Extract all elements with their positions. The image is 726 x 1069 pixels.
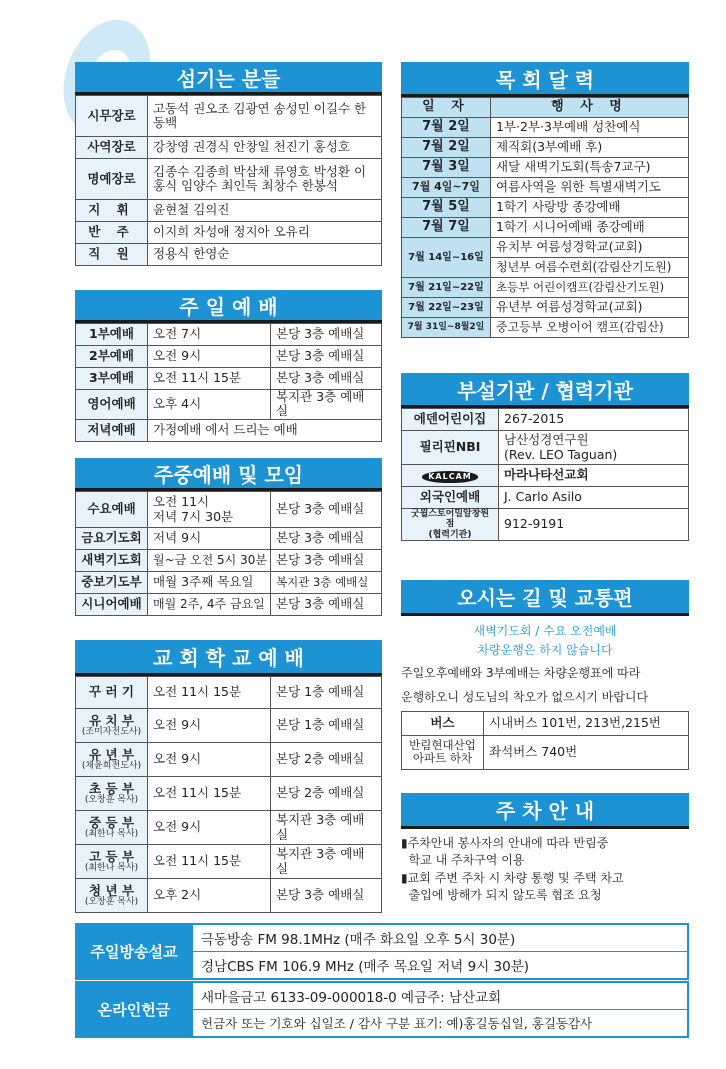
event-date: 7월 22일~23일: [402, 298, 491, 318]
event-name: 유년부 여름성경학교(교회): [491, 298, 689, 318]
offering-line1: 새마을금고 6133-09-000018-0 예금주: 남산교회: [201, 990, 502, 1006]
col-event-header: 행 사 명: [491, 98, 689, 118]
meeting-time: 월~금 오전 5시 30분: [148, 550, 271, 572]
directions-section: [401, 580, 689, 770]
kalcam-logo-cell: [402, 465, 499, 487]
meeting-name: 시니어예배: [76, 594, 148, 616]
affiliates-table: [401, 408, 689, 541]
event-date: 7월 5일: [402, 198, 491, 218]
service-place: 복지관 3층 예배실: [271, 390, 382, 420]
role: 사역장로: [76, 137, 148, 159]
affiliate-value: 남산성경연구원 (Rev. LEO Taguan): [499, 431, 689, 465]
broadcast-line1: 극동방송 FM 98.1MHz (매주 화요일 오후 5시 30분): [201, 932, 516, 948]
affiliates-section: [401, 373, 689, 541]
event-name: 1부·2부·3부예배 성찬예식: [491, 118, 689, 138]
affiliate-value: 마라나타선교회: [499, 465, 689, 487]
event-date: 7월 2일: [402, 118, 491, 138]
dept-teacher: (채윤희전도사): [81, 761, 142, 772]
school-title: 교 회 학 교 예 배: [75, 640, 382, 676]
offering-line2: 헌금자 또는 기호와 십일조 / 감사 구분 표기: 예)홍길동십일, 홍길동감사: [193, 1009, 687, 1036]
service-name: 영어예배: [76, 390, 148, 420]
event-name: 1학기 시니어예배 종강예배: [491, 218, 689, 238]
event-name: 제직회(3부예배 후): [491, 138, 689, 158]
offering-lines: [193, 981, 689, 1038]
bus-table: [401, 711, 689, 770]
meeting-time: 오전 11시 저녁 7시 30분: [148, 492, 271, 528]
names: 김종수 김종희 박삼채 류영호 박성환 이홍식 임양수 최인득 최창수 한봉석: [148, 159, 382, 200]
servers-section: [75, 62, 382, 266]
names: 고동석 권오조 김광연 송성민 이길수 한동백: [148, 96, 382, 137]
dept-label: 꾸 러 기: [89, 684, 134, 700]
names: 강창영 권경식 안창일 천진기 홍성호: [148, 137, 382, 159]
service-name: 2부예배: [76, 346, 148, 368]
role: 직 원: [76, 244, 148, 266]
dept-teacher: (오창훈 목사): [84, 897, 139, 908]
names: 정용식 한영순: [148, 244, 382, 266]
role: 지 휘: [76, 200, 148, 222]
names: 윤현철 김의진: [148, 200, 382, 222]
dept-label: 청 년 부: [89, 882, 134, 898]
dept-place: 복지관 3층 예배실: [271, 845, 382, 879]
affiliate-name: 필리핀NBI: [402, 431, 499, 465]
meeting-time: 매월 3주째 목요일: [148, 572, 271, 594]
service-place: 본당 3층 예배실: [271, 324, 382, 346]
department-name: [76, 879, 148, 913]
event-date: 7월 31일~8월2일: [402, 318, 491, 338]
broadcast-label: 주일방송설교: [75, 923, 193, 980]
col-date-header: 일 자: [402, 98, 491, 118]
event-name: 중고등부 오병이어 캠프(감림산): [491, 318, 689, 338]
service-time: 오전 9시: [148, 346, 271, 368]
department-name: [76, 709, 148, 743]
department-name: [76, 777, 148, 811]
parking-title: 주 차 안 내: [401, 793, 689, 829]
weekday-section: [75, 458, 382, 616]
calendar-table: [401, 97, 689, 338]
meeting-name: 새벽기도회: [76, 550, 148, 572]
department-name: [76, 743, 148, 777]
school-section: [75, 640, 382, 913]
meeting-name: 금요기도회: [76, 528, 148, 550]
event-date: 7월 2일: [402, 138, 491, 158]
dept-place: 본당 1층 예배실: [271, 677, 382, 709]
role: 시무장로: [76, 96, 148, 137]
directions-line2: 차량운행은 하지 않습니다: [477, 643, 613, 658]
service-name: 저녁예배: [76, 419, 148, 441]
broadcast-line2: 경남CBS FM 106.9 MHz (매주 목요일 저녁 9시 30분): [193, 951, 687, 978]
dept-teacher: (조미자전도사): [81, 727, 142, 738]
directions-line3: 주일오후예배와 3부예배는 차량운행표에 따라: [401, 666, 641, 681]
bus-label: 버스: [402, 711, 484, 735]
service-time: 오전 7시: [148, 324, 271, 346]
dept-teacher: (오창훈 목사): [84, 795, 139, 806]
event-name: 유치부 여름성경학교(교회): [491, 238, 689, 258]
dept-place: 본당 1층 예배실: [271, 709, 382, 743]
meeting-name: 수요예배: [76, 492, 148, 528]
sunday-section: [75, 290, 382, 442]
role: 반 주: [76, 222, 148, 244]
affiliate-value: 267-2015: [499, 409, 689, 431]
dept-time: 오전 11시 15분: [148, 777, 271, 811]
meeting-time: 매월 2주, 4주 금요일: [148, 594, 271, 616]
affiliate-name: 외국인예배: [402, 487, 499, 509]
service-place: 본당 3층 예배실: [271, 346, 382, 368]
event-date: 7월 3일: [402, 158, 491, 178]
calendar-title: 목 회 달 력: [401, 62, 689, 97]
department-name: [76, 845, 148, 879]
dept-label: 초 등 부: [89, 780, 134, 796]
meeting-name: 중보기도부: [76, 572, 148, 594]
role: 명예장로: [76, 159, 148, 200]
event-date: 7월 7일: [402, 218, 491, 238]
event-name: 여름사역을 위한 특별새벽기도: [491, 178, 689, 198]
dept-time: 오전 9시: [148, 811, 271, 845]
service-time: 오후 4시: [148, 390, 271, 420]
servers-table: [75, 95, 382, 266]
stop-label: 반림현대산업 아파트 하차: [402, 735, 484, 769]
meeting-place: 본당 3층 예배실: [271, 492, 382, 528]
names: 이지희 차성애 정지아 오유리: [148, 222, 382, 244]
sunday-table: [75, 323, 382, 442]
event-date: 7월 14일~16일: [402, 238, 491, 278]
dept-place: 본당 2층 예배실: [271, 777, 382, 811]
affiliate-value: J. Carlo Asilo: [499, 487, 689, 509]
service-name: 1부예배: [76, 324, 148, 346]
parking-item-2: ▮교회 주변 주차 시 차량 통행 및 주택 차고 출입에 방해가 되지 않도록 협조 요청: [401, 870, 624, 903]
department-name: [76, 677, 148, 709]
event-date: 7월 4일~7일: [402, 178, 491, 198]
meeting-place: 본당 3층 예배실: [271, 550, 382, 572]
department-name: [76, 811, 148, 845]
dept-teacher: (최한나 목사): [84, 863, 139, 874]
dept-time: 오전 11시 15분: [148, 677, 271, 709]
weekday-table: [75, 491, 382, 616]
meeting-place: 본당 3층 예배실: [271, 594, 382, 616]
dept-teacher: (최한나 목사): [84, 829, 139, 840]
event-name: 새달 새벽기도회(특송7교구): [491, 158, 689, 178]
affiliate-name: 굿윌스토어밀알창원점 (협력기관): [402, 509, 499, 541]
dept-time: 오전 11시 15분: [148, 845, 271, 879]
directions-line4: 운행하오니 성도님의 착오가 없으시기 바랍니다: [401, 689, 649, 704]
event-name: 1학기 사랑방 종강예배: [491, 198, 689, 218]
service-time: 오전 11시 15분: [148, 368, 271, 390]
meeting-place: 복지관 3층 예배실: [271, 572, 382, 594]
dept-label: 중 등 부: [89, 814, 134, 830]
directions-title: 오시는 길 및 교통편: [401, 580, 689, 616]
service-name: 3부예배: [76, 368, 148, 390]
service-desc: 가정예배 에서 드리는 예배: [148, 419, 382, 441]
dept-label: 고 등 부: [89, 848, 134, 864]
dept-label: 유 치 부: [89, 712, 134, 728]
school-table: [75, 676, 382, 913]
dept-place: 본당 2층 예배실: [271, 743, 382, 777]
directions-line1: 새벽기도회 / 수요 오전예배: [473, 624, 617, 638]
dept-time: 오전 9시: [148, 743, 271, 777]
weekday-title: 주중예배 및 모임: [75, 458, 382, 491]
dept-place: 복지관 3층 예배실: [271, 811, 382, 845]
dept-time: 오후 2시: [148, 879, 271, 913]
meeting-time: 저녁 9시: [148, 528, 271, 550]
affiliate-value: 912-9191: [499, 509, 689, 541]
parking-section: [401, 793, 689, 905]
bus-value: 시내버스 101번, 213번,215번: [484, 711, 689, 735]
event-date: 7월 21일~22일: [402, 278, 491, 298]
dept-place: 본당 3층 예배실: [271, 879, 382, 913]
meeting-place: 본당 3층 예배실: [271, 528, 382, 550]
offering-row: [75, 981, 689, 1038]
affiliates-title: 부설기관 / 협력기관: [401, 373, 689, 408]
stop-value: 좌석버스 740번: [484, 735, 689, 769]
event-name: 초등부 어린이캠프(감림산기도원): [491, 278, 689, 298]
sunday-title: 주 일 예 배: [75, 290, 382, 323]
dept-time: 오전 9시: [148, 709, 271, 743]
service-place: 본당 3층 예배실: [271, 368, 382, 390]
parking-item-1: ▮주차안내 봉사자의 안내에 따라 반림중 학교 내 주차구역 이용: [401, 836, 609, 868]
event-name: 청년부 여름수련회(감림산기도원): [491, 258, 689, 278]
servers-title: 섬기는 분들: [75, 62, 382, 95]
broadcast-lines: [193, 923, 689, 980]
offering-label: 온라인헌금: [75, 981, 193, 1038]
affiliate-name: 에덴어린이집: [402, 409, 499, 431]
kalcam-logo: KALCAM: [422, 471, 478, 482]
broadcast-row: [75, 923, 689, 980]
calendar-section: [401, 62, 689, 338]
dept-label: 유 년 부: [89, 746, 134, 762]
